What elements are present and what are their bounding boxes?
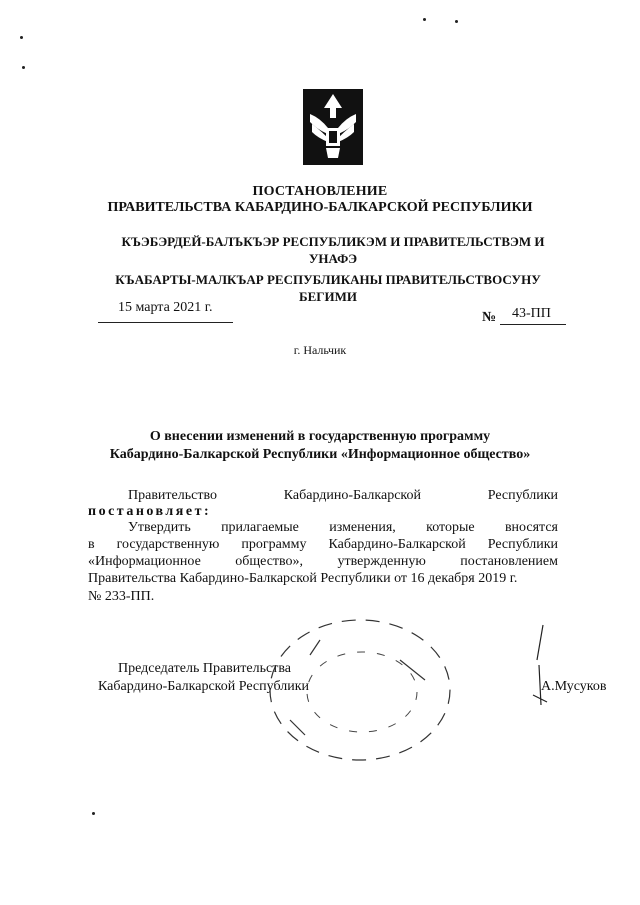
scan-dot bbox=[20, 36, 23, 39]
document-subject bbox=[90, 428, 550, 464]
date-underline bbox=[98, 322, 233, 323]
body-word: «Информационное bbox=[88, 554, 201, 569]
body-word: вносятся bbox=[504, 520, 558, 535]
body-word: Республики bbox=[487, 537, 558, 552]
issuer-title: ПРАВИТЕЛЬСТВА КАБАРДИНО-БАЛКАРСКОЙ РЕСПУБЛИКИ bbox=[107, 200, 533, 215]
body-word: Утвердить bbox=[128, 520, 191, 535]
kabardian-title: КЪЭБЭРДЕЙ-БАЛЪКЪЭР РЕСПУБЛИКЭМ И ПРАВИТЕЛЬСТВЭМ И УНАФЭ bbox=[121, 234, 545, 266]
body-word: изменения, bbox=[329, 520, 396, 535]
signer-position: Председатель Правительства bbox=[118, 661, 291, 676]
document-type: ПОСТАНОВЛЕНИЕ bbox=[252, 184, 388, 199]
coat-of-arms-icon bbox=[302, 88, 364, 166]
body-word: Республики bbox=[487, 488, 558, 503]
subject-line: Кабардино-Балкарской Республики «Информационное общество» bbox=[109, 447, 531, 462]
body-intro bbox=[88, 487, 558, 504]
decides-word: постановляет: bbox=[88, 504, 212, 519]
scan-dot bbox=[22, 66, 25, 69]
body-word: утвержденную bbox=[337, 554, 426, 569]
body-line bbox=[88, 553, 558, 570]
body-word: общество», bbox=[235, 554, 304, 569]
body-line: Правительства Кабардино-Балкарской Республики от 16 декабря 2019 г. bbox=[88, 571, 518, 586]
body-word: прилагаемые bbox=[221, 520, 299, 535]
handwritten-signature bbox=[525, 620, 555, 710]
official-seal-stamp bbox=[250, 610, 480, 780]
body-line bbox=[88, 519, 558, 536]
signer-name: А.Мусуков bbox=[541, 679, 607, 694]
document-number: 43-ПП bbox=[512, 306, 551, 321]
body-line: № 233-ПП. bbox=[88, 589, 155, 604]
balkar-title: КЪАБАРТЫ-МАЛКЪАР РЕСПУБЛИКАНЫ ПРАВИТЕЛЬСТВОСУНУ БЕГИМИ bbox=[115, 272, 541, 304]
body-word: программу bbox=[241, 537, 307, 552]
body-word: государственную bbox=[116, 537, 220, 552]
document-date: 15 марта 2021 г. bbox=[118, 300, 213, 315]
signer-position: Кабардино-Балкарской Республики bbox=[98, 679, 309, 694]
number-label: № bbox=[482, 310, 497, 325]
body-word: Кабардино-Балкарской bbox=[283, 488, 421, 503]
city: г. Нальчик bbox=[293, 343, 347, 357]
scan-dot bbox=[455, 20, 458, 23]
number-underline bbox=[500, 324, 566, 325]
body-word: которые bbox=[426, 520, 475, 535]
body-word: Кабардино-Балкарской bbox=[328, 537, 466, 552]
body-line bbox=[88, 536, 558, 553]
body-word: постановлением bbox=[460, 554, 558, 569]
body-word: Правительство bbox=[128, 488, 217, 503]
subject-line: О внесении изменений в государственную программу bbox=[149, 429, 491, 444]
scan-dot bbox=[423, 18, 426, 21]
scan-dot bbox=[92, 812, 95, 815]
body-word: в bbox=[88, 537, 95, 552]
